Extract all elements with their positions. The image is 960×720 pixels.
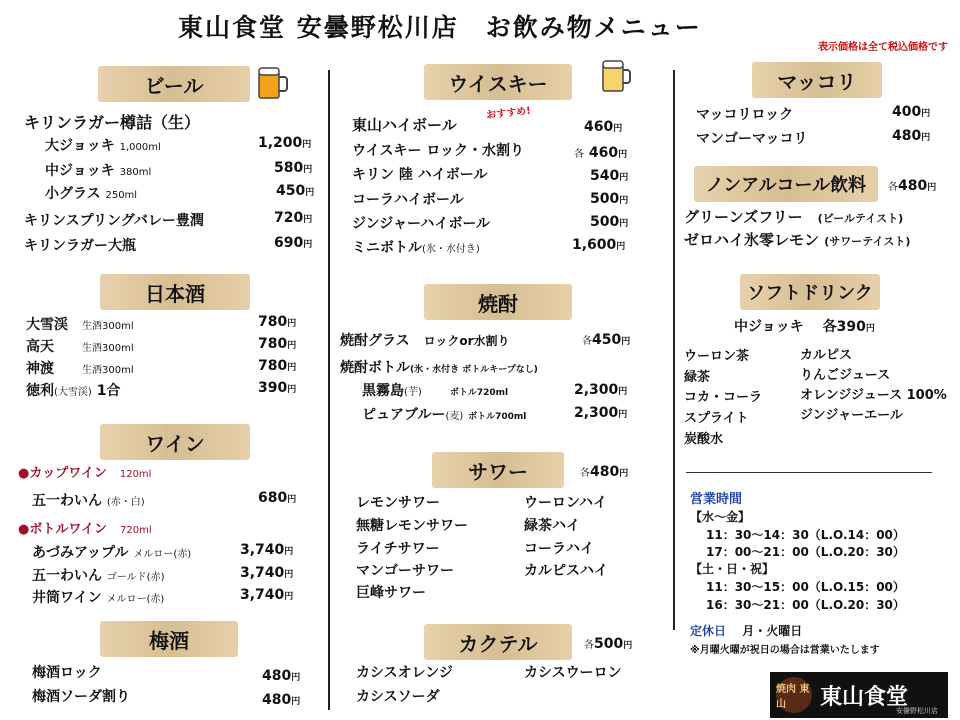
- cup-wine-label: ●カップワイン 120ml: [18, 466, 152, 481]
- shochu-glass-price: 各450円: [582, 332, 631, 348]
- recommend-badge: おすすめ!: [485, 105, 532, 122]
- whisky-price: 500円: [590, 191, 629, 207]
- shochu-glass: 焼酎グラス ロックor水割り: [340, 333, 510, 349]
- closed-note: ※月曜火曜が祝日の場合は営業いたします: [690, 645, 880, 656]
- sake-price: 780円: [258, 358, 297, 374]
- cocktail-header: カクテル: [424, 624, 572, 660]
- sake-item: 高天 生酒300ml: [26, 339, 134, 355]
- beer-spring-valley: キリンスプリングバレー豊潤: [24, 213, 204, 229]
- soft-drink-item: コカ・コーラ: [684, 390, 763, 405]
- beer-big-price: 1,200円: [258, 135, 312, 151]
- whisky-item: ミニボトル(氷・水付き): [352, 240, 480, 256]
- sour-item: ライチサワー: [356, 541, 440, 557]
- sour-item: 巨峰サワー: [356, 585, 426, 601]
- soft-drink-item: りんごジュース: [800, 368, 891, 383]
- beer-bottle-price: 690円: [274, 235, 313, 251]
- sour-header: サワー: [432, 452, 564, 488]
- bottle-wine-label: ●ボトルワイン 720ml: [18, 522, 152, 537]
- beer-small-price: 450円: [276, 183, 315, 199]
- sake-header: 日本酒: [100, 274, 250, 310]
- beer-spring-price: 720円: [274, 210, 313, 226]
- sour-item: ウーロンハイ: [524, 495, 608, 511]
- shochu-bottle-item: ピュアブルー(麦) ボトル700ml: [362, 407, 527, 423]
- sake-item: 大雪渓 生酒300ml: [26, 317, 134, 333]
- beer-mid-mug: 中ジョッキ 380ml: [45, 163, 152, 179]
- shochu-bottle-price: 2,300円: [574, 382, 628, 398]
- nonalc-price: 各480円: [888, 178, 937, 194]
- beer-header: ビール: [98, 66, 250, 102]
- makgeolli-price: 480円: [892, 128, 931, 144]
- bottle-wine-price: 3,740円: [240, 587, 294, 603]
- wine-header: ワイン: [100, 424, 250, 460]
- nonalc-header: ノンアルコール飲料: [694, 166, 878, 202]
- hours-divider: [686, 472, 932, 473]
- hours-weekday-label: 【水〜金】: [690, 510, 751, 524]
- page-title: 東山食堂 安曇野松川店 お飲み物メニュー: [178, 13, 702, 42]
- cocktail-item: カシスオレンジ: [356, 665, 453, 681]
- whisky-item: 東山ハイボール: [352, 116, 457, 134]
- soft-drink-item: ジンジャーエール: [800, 408, 903, 423]
- makgeolli-header: マッコリ: [752, 62, 882, 98]
- logo-branch: 安曇野松川店: [896, 707, 938, 715]
- umeshu-price: 480円: [262, 692, 301, 708]
- hours-weekend-lunch: 11：30〜15：00（L.O.15：00）: [706, 580, 905, 594]
- whisky-item: ウイスキー ロック・水割り: [352, 143, 525, 159]
- beer-lager-bottle: キリンラガー大瓶: [24, 238, 136, 254]
- whisky-price: 各 460円: [574, 145, 628, 161]
- soft-drink-item: オレンジジュース 100%: [800, 388, 947, 403]
- soft-drink-item: カルピス: [800, 348, 853, 363]
- nonalc-item: ゼロハイ氷零レモン (サワーテイスト): [684, 231, 911, 249]
- sake-item: 神渡 生酒300ml: [26, 361, 134, 377]
- highball-glass-icon: [598, 56, 632, 94]
- sake-price: 780円: [258, 314, 297, 330]
- sake-price: 780円: [258, 336, 297, 352]
- column-divider-1: [328, 70, 330, 710]
- whisky-price: 500円: [590, 214, 629, 230]
- closed-days: 定休日 月・火曜日: [690, 624, 803, 638]
- cup-wine-item: 五一わいん (赤・白): [32, 493, 145, 509]
- beer-small-glass: 小グラス 250ml: [45, 186, 138, 202]
- whisky-header: ウイスキー: [424, 64, 572, 100]
- shochu-bottle-price: 2,300円: [574, 405, 628, 421]
- sake-item: 徳利(大雪渓) 1合: [26, 383, 121, 399]
- bottle-wine-price: 3,740円: [240, 542, 294, 558]
- sour-price: 各480円: [580, 464, 629, 480]
- shochu-header: 焼酎: [424, 284, 572, 320]
- soft-drink-item: ウーロン茶: [684, 349, 750, 364]
- logo-mark-icon: 焼肉 東山: [776, 677, 812, 713]
- hours-title: 営業時間: [690, 492, 743, 507]
- sour-item: レモンサワー: [356, 495, 440, 511]
- beer-big-mug: 大ジョッキ 1,000ml: [45, 138, 161, 154]
- hours-weekday-lunch: 11：30〜14：30（L.O.14：00）: [706, 528, 905, 542]
- bottle-wine-item: 五一わいん ゴールド(赤): [32, 568, 165, 584]
- makgeolli-price: 400円: [892, 104, 931, 120]
- hours-weekend-dinner: 16：30〜21：00（L.O.20：30）: [706, 598, 905, 612]
- whisky-price: 1,600円: [572, 237, 626, 253]
- makgeolli-item: マンゴーマッコリ: [696, 131, 808, 147]
- beer-item-lager-draft: キリンラガー樽詰（生）: [24, 113, 201, 132]
- bottle-wine-item: 井筒ワイン メルロー(赤): [32, 590, 165, 606]
- umeshu-item: 梅酒ソーダ割り: [32, 689, 130, 705]
- restaurant-logo: [770, 672, 948, 718]
- whisky-price: 460円: [584, 119, 623, 135]
- cup-wine-price: 680円: [258, 490, 297, 506]
- logo-name: 東山食堂: [820, 684, 909, 710]
- shochu-bottle-item: 黒霧島(芋) ボトル720ml: [362, 383, 509, 399]
- umeshu-item: 梅酒ロック: [32, 665, 102, 681]
- sour-item: 緑茶ハイ: [524, 518, 580, 534]
- hours-weekend-label: 【土・日・祝】: [690, 562, 775, 576]
- cocktail-price: 各500円: [584, 636, 633, 652]
- sour-item: 無糖レモンサワー: [356, 518, 468, 534]
- cocktail-item: カシスウーロン: [524, 665, 622, 681]
- hours-weekday-dinner: 17：00〜21：00（L.O.20：30）: [706, 545, 905, 559]
- soft-drink-item: 緑茶: [684, 370, 711, 385]
- shochu-bottle: 焼酎ボトル(氷・水付き ボトルキープなし): [340, 360, 538, 376]
- bottle-wine-price: 3,740円: [240, 565, 294, 581]
- cocktail-item: カシスソーダ: [356, 689, 440, 705]
- makgeolli-item: マッコリロック: [696, 107, 794, 123]
- column-divider-2: [673, 70, 675, 630]
- whisky-item: ジンジャーハイボール: [352, 216, 491, 232]
- soft-drink-header: ソフトドリンク: [740, 274, 880, 310]
- umeshu-header: 梅酒: [100, 621, 238, 657]
- sour-item: コーラハイ: [524, 541, 594, 557]
- sour-item: マンゴーサワー: [356, 563, 454, 579]
- whisky-item: コーラハイボール: [352, 192, 464, 208]
- soft-drink-size: 中ジョッキ 各390円: [734, 319, 875, 335]
- beer-mug-icon: [255, 64, 289, 102]
- nonalc-item: グリーンズフリー (ビールテイスト): [684, 208, 904, 226]
- bottle-wine-item: あづみアップル メルロー(赤): [32, 545, 192, 561]
- soft-drink-item: スプライト: [684, 411, 749, 426]
- whisky-price: 540円: [590, 168, 629, 184]
- whisky-item: キリン 陸 ハイボール: [352, 167, 488, 183]
- beer-mid-price: 580円: [274, 160, 313, 176]
- sake-price: 390円: [258, 380, 297, 396]
- tax-note: 表示価格は全て税込価格です: [818, 42, 948, 53]
- umeshu-price: 480円: [262, 668, 301, 684]
- soft-drink-item: 炭酸水: [684, 432, 724, 447]
- sour-item: カルピスハイ: [524, 563, 608, 579]
